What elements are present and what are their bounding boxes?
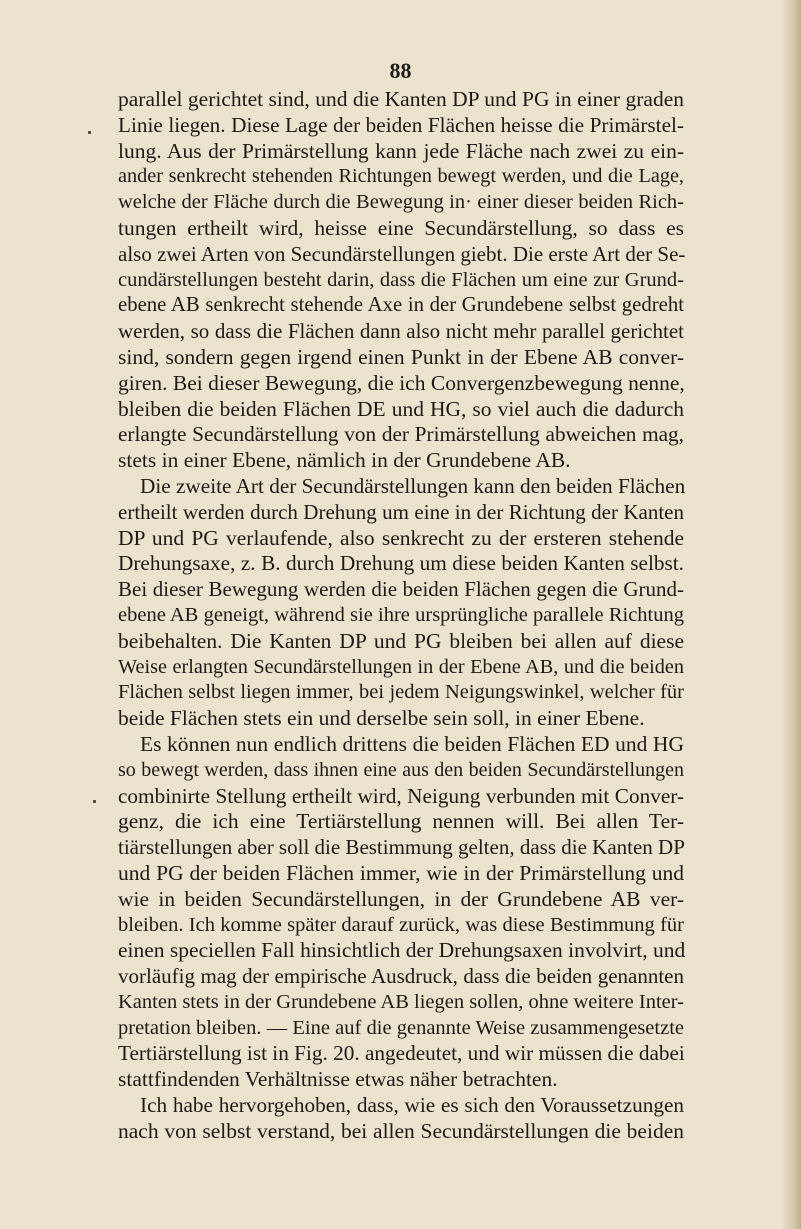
text-line: Weise erlangten Secundärstellungen in der Ebene AB, und die beiden [118,655,684,678]
text-line: also zwei Arten von Secundärstellungen giebt. Die erste Art der Se- [118,241,686,266]
text-line: Bei dieser Bewegung werden die beiden Flächen gegen die Grund- [118,577,684,602]
page-edge-shadow [783,0,801,1229]
text-line: combinirte Stellung ertheilt wird, Neigung verbunden mit Conver- [118,783,684,808]
text-line: beide Flächen stets ein und derselbe sein soll, in einer Ebene. [118,706,645,731]
text-line: Drehungsaxe, z. B. durch Drehung um diese beiden Kanten selbst. [118,551,684,576]
text-line: lung. Aus der Primärstellung kann jede Fläche nach zwei zu ein- [118,138,684,163]
text-line: beibehalten. Die Kanten DP und PG bleiben bei allen auf diese [118,628,684,653]
text-line: Tertiärstellung ist in Fig. 20. angedeutet, und wir müssen die dabei [118,1041,685,1066]
text-line: Die zweite Art der Secundärstellungen kann den beiden Flächen [140,473,686,498]
text-line: so bewegt werden, dass ihnen eine aus den beiden Secundärstellungen [118,758,684,781]
text-line: sind, sondern gegen irgend einen Punkt in der Ebene AB conver- [118,344,684,369]
text-line: erlangte Secundärstellung von der Primärstellung abweichen mag, [118,422,684,447]
text-line: stattfindenden Verhältnisse etwas näher betrachten. [118,1067,558,1092]
page-number: 88 [389,58,412,83]
text-line: Ich habe hervorgehoben, dass, wie es sich den Voraussetzungen [140,1093,684,1118]
margin-mark [93,800,96,803]
text-line: vorläufig mag der empirische Ausdruck, dass die beiden genannten [118,964,684,989]
text-line: pretation bleiben. — Eine auf die genannte Weise zusammengesetzte [118,1016,684,1039]
text-line: nach von selbst verstand, bei allen Secundärstellungen die beiden [118,1118,684,1143]
text-line: parallel gerichtet sind, und die Kanten DP und PG in einer graden [118,87,684,111]
text-line: Linie liegen. Diese Lage der beiden Flächen heisse die Primärstel- [118,112,684,137]
margin-mark [88,131,91,134]
text-line: werden, so dass die Flächen dann also nicht mehr parallel gerichtet [118,319,684,344]
text-line: ebene AB senkrecht stehende Axe in der Grundebene selbst gedreht [118,294,684,317]
text-line: giren. Bei dieser Bewegung, die ich Convergenzbewegung nenne, [118,370,685,395]
text-line: stets in einer Ebene, nämlich in der Grundebene AB. [118,448,571,473]
text-line: tiärstellungen aber soll die Bestimmung gelten, dass die Kanten DP [118,835,685,860]
text-line: welche der Fläche durch die Bewegung in· einer dieser beiden Rich- [118,191,684,214]
text-line: bleiben. Ich komme später darauf zurück, was diese Bestimmung für [118,913,684,936]
text-line: bleiben die beiden Flächen DE und HG, so viel auch die dadurch [118,396,684,421]
text-line: DP und PG verlaufende, also senkrecht zu der ersteren stehende [118,525,684,550]
text-line: ertheilt werden durch Drehung um eine in der Richtung der Kanten [118,499,684,524]
text-line: tungen ertheilt wird, heisse eine Secundärstellung, so dass es [118,215,684,240]
text-line: ebene AB geneigt, während sie ihre ursprüngliche parallele Richtung [118,603,684,626]
text-line: ander senkrecht stehenden Richtungen bewegt werden, und die Lage, [118,165,684,188]
text-line: Flächen selbst liegen immer, bei jedem Neigungswinkel, welcher für [118,681,684,704]
text-line: cundärstellungen besteht darin, dass die Flächen um eine zur Grund- [118,268,684,291]
text-line: einen speciellen Fall hinsichtlich der Drehungsaxen involvirt, und [118,938,686,963]
text-line: wie in beiden Secundärstellungen, in der Grundebene AB ver- [118,886,684,911]
text-line: Kanten stets in der Grundebene AB liegen sollen, ohne weitere Inter- [118,990,685,1013]
text-line: und PG der beiden Flächen immer, wie in der Primärstellung und [118,860,684,885]
text-line: Es können nun endlich drittens die beiden Flächen ED und HG [140,731,684,756]
text-line: genz, die ich eine Tertiärstellung nennen will. Bei allen Ter- [118,809,684,834]
body-text [118,87,684,1145]
